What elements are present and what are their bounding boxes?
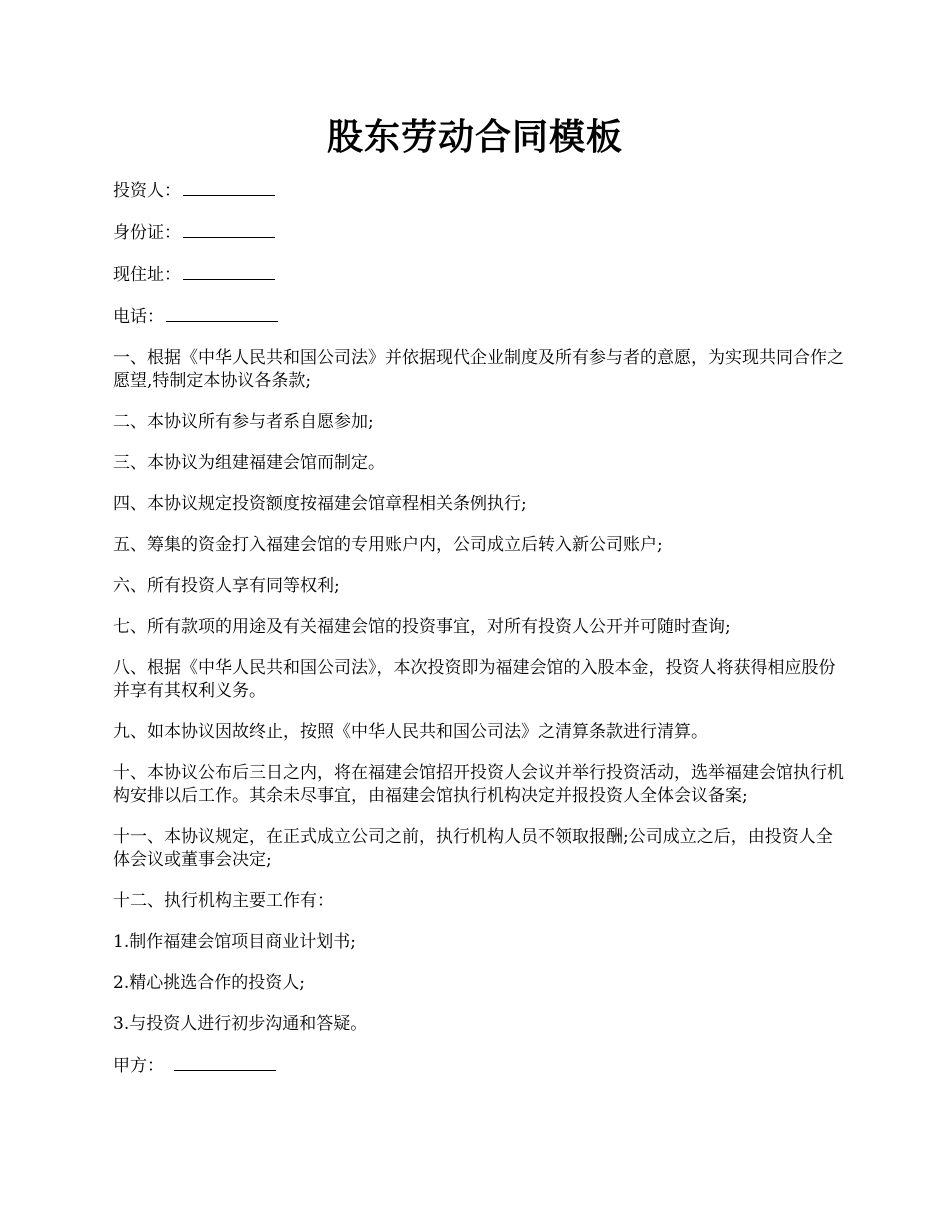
address-field xyxy=(113,263,845,287)
task-3: 3.与投资人进行初步沟通和答疑。 xyxy=(113,1014,368,1034)
task-2: 2.精心挑选合作的投资人; xyxy=(113,973,305,993)
phone-field xyxy=(113,305,845,329)
document-body xyxy=(113,179,845,1096)
investor-blank xyxy=(183,179,275,196)
phone-blank xyxy=(166,305,278,322)
phone-label: 电话： xyxy=(113,307,164,327)
party-a-blank xyxy=(174,1054,276,1071)
clause-2: 二、本协议所有参与者系自愿参加; xyxy=(113,412,374,432)
clause-11: 十一、本协议规定，在正式成立公司之前，执行机构人员不领取报酬;公司成立之后，由投资人全体会议或董事会决定; xyxy=(113,827,833,870)
investor-label: 投资人： xyxy=(113,181,181,201)
address-label: 现住址： xyxy=(113,265,181,285)
document-title: 股东劳动合同模板 xyxy=(326,116,623,158)
clause-9: 九、如本协议因故终止，按照《中华人民共和国公司法》之清算条款进行清算。 xyxy=(113,722,708,742)
clause-8: 八、根据《中华人民共和国公司法》，本次投资即为福建会馆的入股本金，投资人将获得相应股份并享有其权利义务。 xyxy=(113,658,836,701)
id-card-field xyxy=(113,221,845,245)
party-a-label: 甲方： xyxy=(113,1056,164,1076)
clause-12: 十二、执行机构主要工作有： xyxy=(113,891,334,911)
clause-7: 七、所有款项的用途及有关福建会馆的投资事宜，对所有投资人公开并可随时查询; xyxy=(113,617,731,637)
clause-5: 五、筹集的资金打入福建会馆的专用账户内，公司成立后转入新公司账户; xyxy=(113,535,663,555)
id-card-blank xyxy=(183,221,275,238)
clause-10: 十、本协议公布后三日之内，将在福建会馆招开投资人会议并举行投资活动，选举福建会馆执行机构安排以后工作。其余未尽事宜，由福建会馆执行机构决定并报投资人全体会议备案; xyxy=(113,763,844,806)
clause-3: 三、本协议为组建福建会馆而制定。 xyxy=(113,453,385,473)
address-blank xyxy=(183,263,275,280)
party-a-field xyxy=(113,1054,845,1078)
investor-field xyxy=(113,179,845,203)
id-card-label: 身份证： xyxy=(113,223,181,243)
clause-4: 四、本协议规定投资额度按福建会馆章程相关条例执行; xyxy=(113,494,527,514)
task-1: 1.制作福建会馆项目商业计划书; xyxy=(113,932,356,952)
clause-6: 六、所有投资人享有同等权利; xyxy=(113,576,340,596)
clause-1: 一、根据《中华人民共和国公司法》并依据现代企业制度及所有参与者的意愿，为实现共同合作之愿望,特制定本协议各条款; xyxy=(113,348,844,391)
